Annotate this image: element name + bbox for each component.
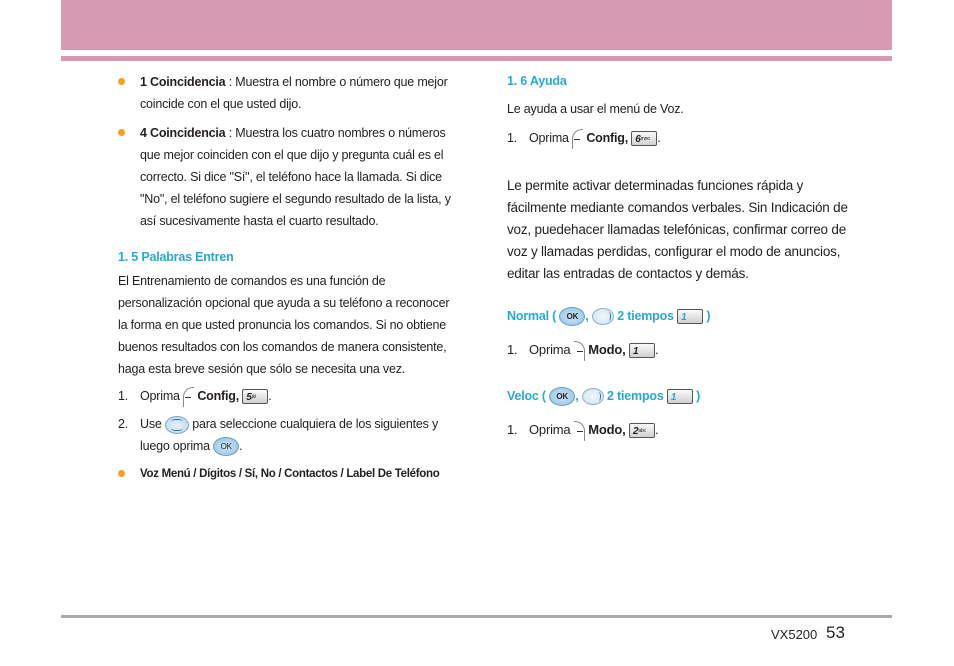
header-rule [61,56,892,61]
right-softkey-icon [574,421,585,441]
key-5-icon: $5^{jkl}$ [242,389,268,404]
key-1-icon: 1 [677,309,703,324]
mode-heading-veloc: Veloc ( OK , 2 tiempos 1 ) [507,385,857,407]
bullet-dot-icon [118,78,125,85]
ok-key-icon: OK [549,387,575,406]
right-column [507,70,857,441]
ok-key-icon: OK [559,307,585,326]
side-key-icon [592,308,614,325]
navigation-key-icon [165,416,189,434]
footer-rule [61,615,892,618]
model-name: VX5200 [771,627,818,642]
side-key-icon [582,388,604,405]
left-softkey-icon [183,387,194,407]
left-column [118,71,458,492]
bullet-options: Voz Menú / Dígitos / Sí, No / Contactos / Label De Teléfono [118,463,458,485]
step-modo-2: 1. Oprima Modo, $2^{abc}$ . [507,419,857,441]
bullet-dot-icon [118,470,125,477]
step-use-nav: 2. Use para seleccione cualquiera de los siguientes y luego oprima OK . [118,413,458,457]
page-number: 53 [826,623,845,642]
section-heading-palabras: 1. 5 Palabras Entren [118,250,234,264]
section-heading-ayuda: 1. 6 Ayuda [507,74,567,88]
bullet-1-coincidencia: 1 Coincidencia : Muestra el nombre o número que mejor coincide con el que usted dijo. [118,71,458,115]
key-2-icon: $2^{abc}$ [629,423,655,438]
step-config-6: 1. Oprima Config, $6^{mno}$ . [507,127,857,149]
voice-command-description: Le permite activar determinadas funciones rápida y fácilmente mediante comandos verbales. Sin Indicación de voz, puedehacer llamadas telefónicas, confirmar correo de voz y llamadas perdidas, configurar el modo de anuncios, editar las entradas de contactos y demás. [507,178,848,281]
key-1-icon: 1 [629,343,655,358]
step-modo-1: 1. Oprima Modo, 1 . [507,339,857,361]
key-1-icon: 1 [667,389,693,404]
right-softkey-icon [574,341,585,361]
ok-key-icon: OK [213,437,239,456]
section-body-palabras: El Entrenamiento de comandos es una función de personalización opcional que ayuda a su teléfono a reconocer la forma en que usted pronuncia los comandos. Si no obtiene buenos resultados con los comandos de manera consistente, haga esta breve sesión que sólo se necesita una vez. [118,274,450,376]
mode-heading-normal: Normal ( OK , 2 tiempos 1 ) [507,305,857,327]
header-band [61,0,892,50]
key-6-icon: $6^{mno}$ [631,131,657,146]
step-config-5: 1. Oprima Config, $5^{jkl}$ . [118,385,458,407]
left-softkey-icon [572,129,583,149]
ayuda-intro: Le ayuda a usar el menú de Voz. [507,102,684,116]
bullet-dot-icon [118,129,125,136]
bullet-4-coincidencia: 4 Coincidencia : Muestra los cuatro nombres o números que mejor coinciden con el que dijo y pregunta cuál es el correcto. Si dice "Sí", el teléfono hace la llamada. Si dice "No", el teléfono sugiere el segundo resultado de la lista, y así sucesivamente hasta el cuarto resultado. [118,122,458,232]
